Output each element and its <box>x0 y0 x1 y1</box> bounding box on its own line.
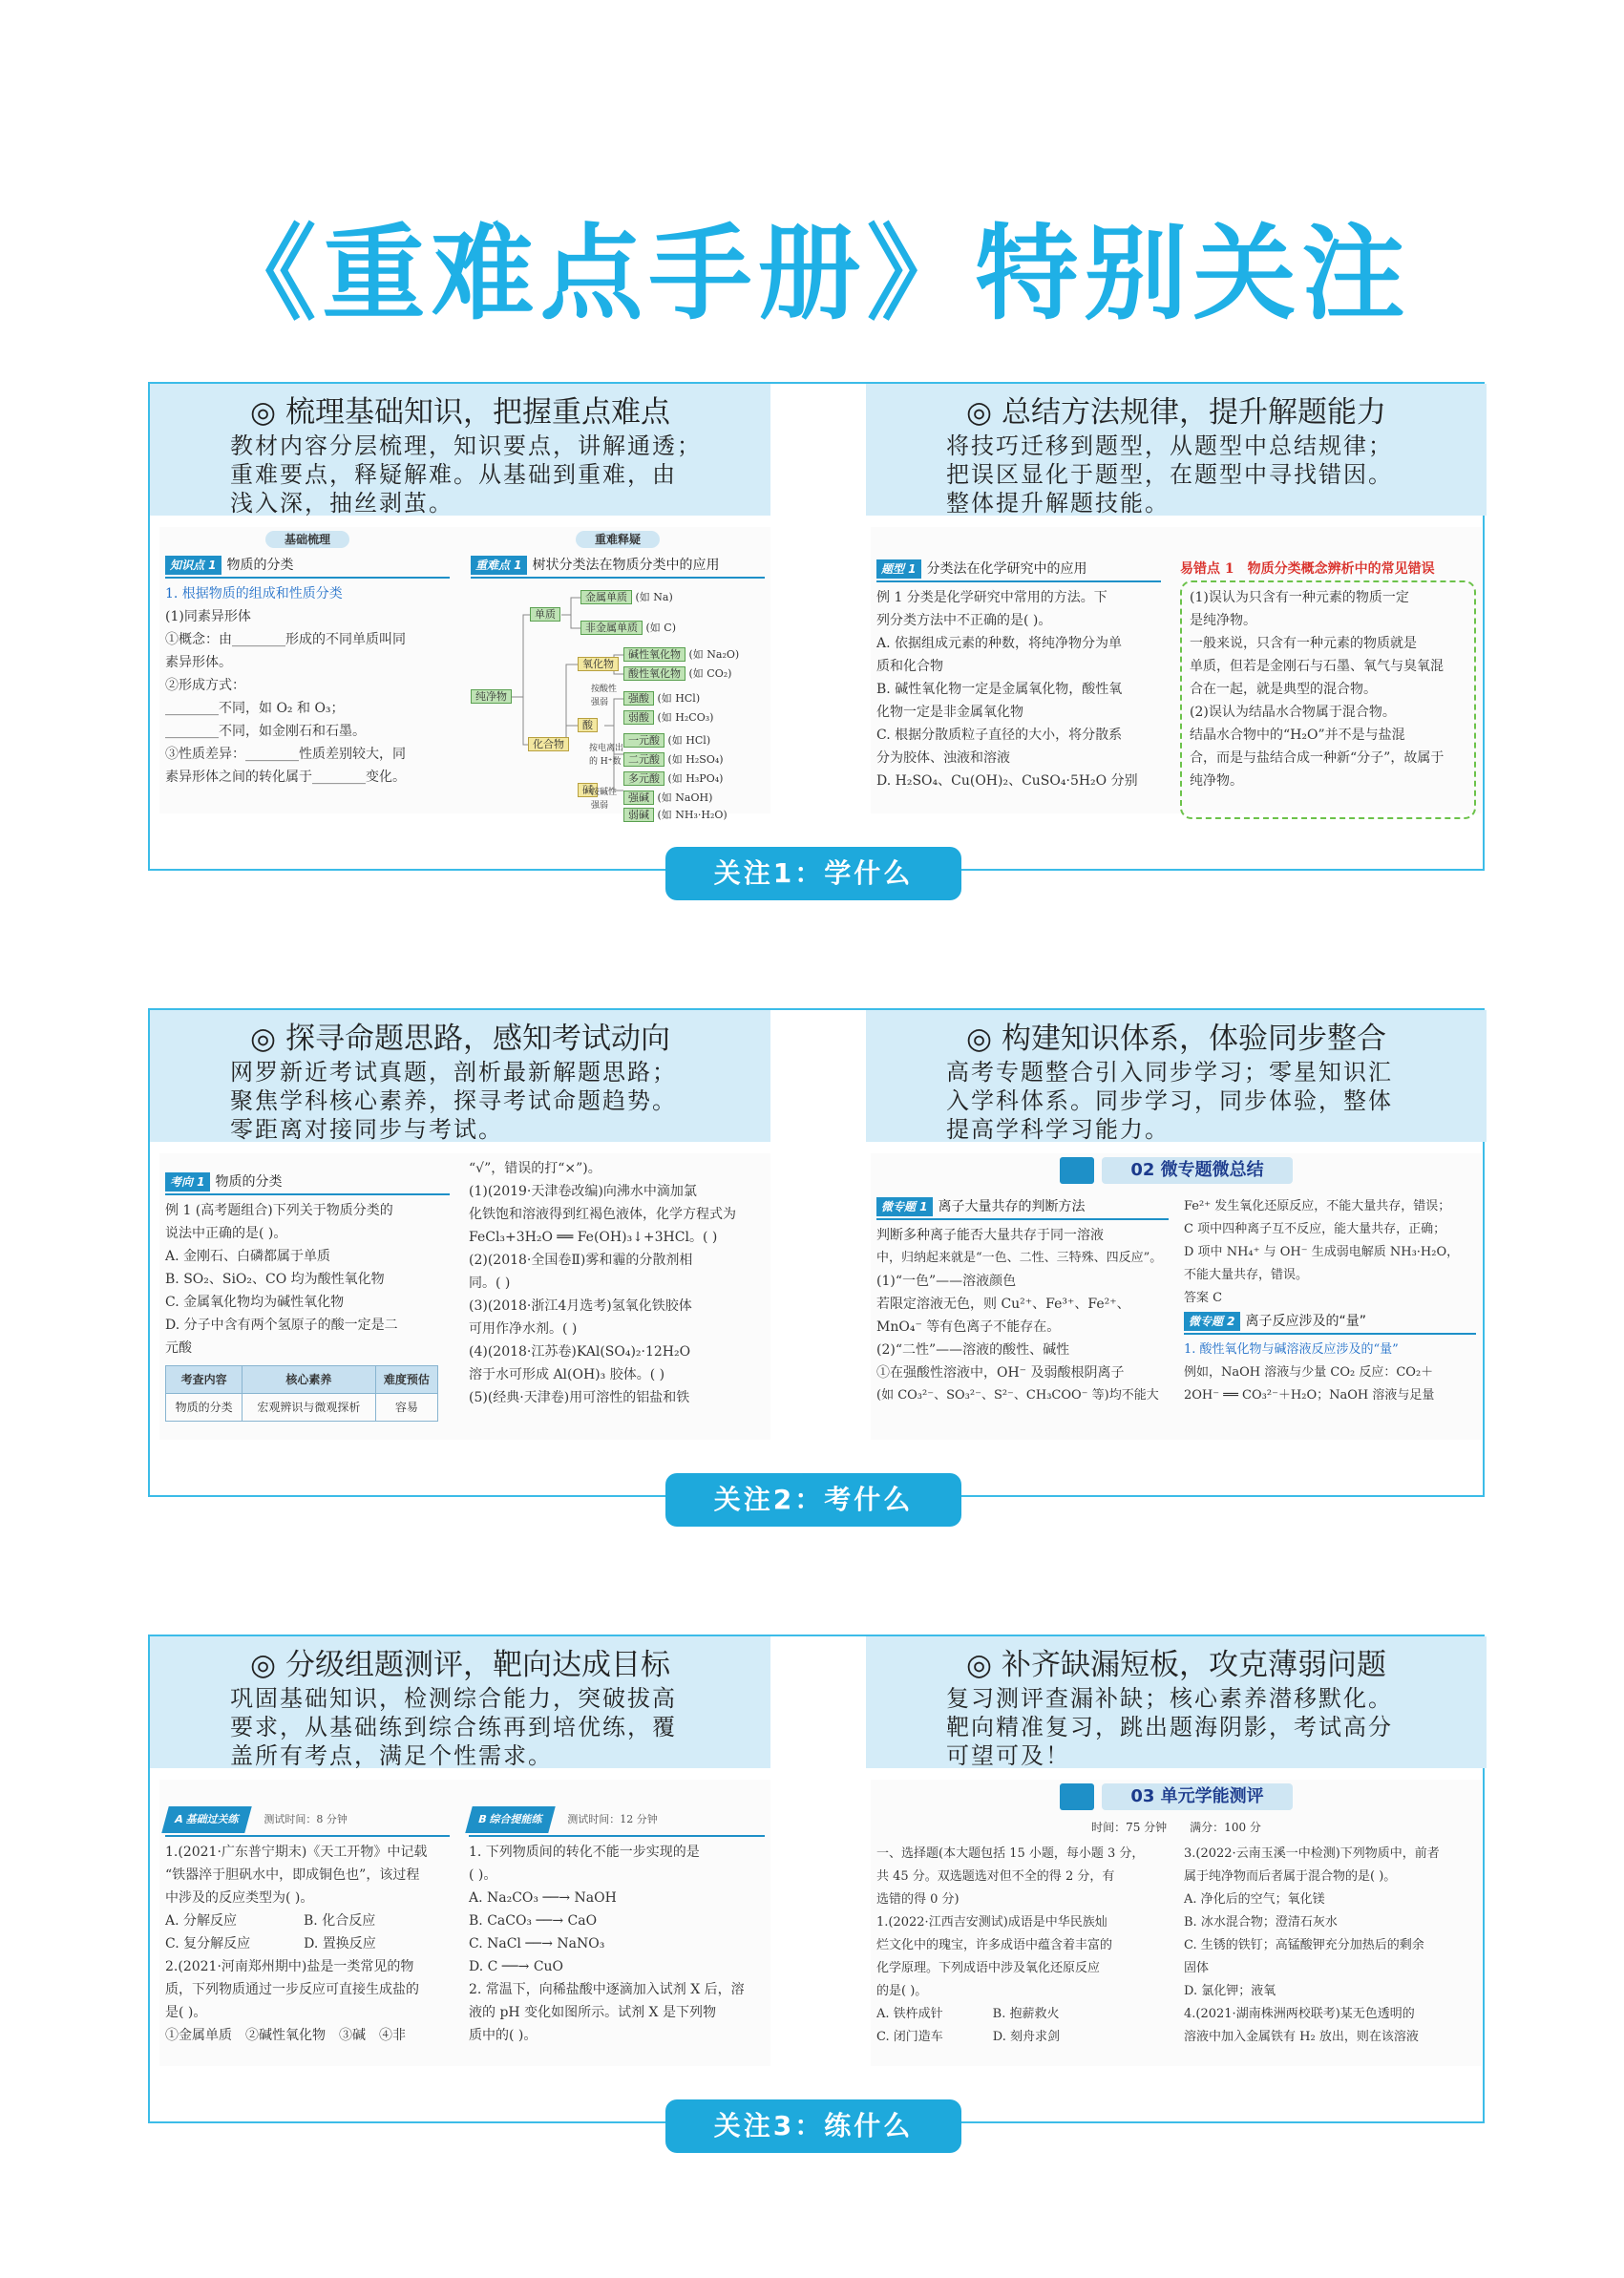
text-line: FeCl₃+3H₂O ══ Fe(OH)₃↓+3HCl。( ) <box>469 1230 718 1245</box>
text-line: ②形成方式： <box>165 678 245 693</box>
sample-column <box>871 1839 1174 2066</box>
text-line: 合在一起，就是典型的混合物。 <box>1190 682 1377 697</box>
text-line: A. Na₂CO₃ ──→ NaOH <box>469 1890 617 1906</box>
text-line: 质，下列物质通过一步反应可直接生成盐的 <box>165 1982 419 1997</box>
point-tag: 考向 1 <box>165 1172 210 1192</box>
text-line: D. H₂SO₄、Cu(OH)₂、CuSO₄·5H₂O 分别 <box>876 773 1138 789</box>
text-line: ________不同，如 O₂ 和 O₃； <box>165 701 345 716</box>
text-line: A. 分解反应 B. 化合反应 <box>165 1913 376 1929</box>
book-icon <box>1060 1157 1094 1184</box>
text-line: 例如，NaOH 溶液与少量 CO₂ 反应：CO₂＋ <box>1184 1365 1434 1380</box>
text-line: A. 净化后的空气；氧化镁 <box>1184 1892 1325 1907</box>
feature-title: ◎ 探寻命题思路，感知考试动向 <box>250 1022 670 1056</box>
tree-node: 强碱 <box>623 791 654 805</box>
level-badge: B 综合提能练 <box>465 1806 556 1833</box>
tree-node: 氧化物 <box>578 657 619 671</box>
error-point-box <box>1180 580 1476 819</box>
tree-node: 金属单质 <box>580 590 632 604</box>
text-line: A. 依据组成元素的种数，将纯净物分为单 <box>876 636 1123 651</box>
sample-column <box>463 1780 770 2066</box>
tree-note: (如 HCl) <box>667 734 711 747</box>
tree-node: 单质 <box>530 607 560 622</box>
text-line: 化铁饱和溶液得到红褐色液体，化学方程式为 <box>469 1207 736 1222</box>
text-line: (5)(经典·天津卷)用可溶性的铝盐和铁 <box>469 1390 690 1405</box>
text-line: 质和化合物 <box>876 659 943 674</box>
table-header: 考查内容 <box>166 1366 243 1394</box>
section-banner: 基础梳理 <box>265 531 349 548</box>
tree-side-label: 按酸性 <box>591 685 618 694</box>
point-tag: 题型 1 <box>876 559 921 579</box>
tree-note: (如 Na) <box>635 591 673 603</box>
text-line: A. 铁杵成针 B. 抱薪救火 <box>876 2007 1060 2021</box>
text-line: D. C ──→ CuO <box>469 1959 564 1974</box>
text-line: (1)误认为只含有一种元素的物质一定 <box>1190 590 1409 605</box>
tree-note: (如 C) <box>645 622 676 634</box>
feature-desc-line: 可望可及！ <box>946 1742 1070 1769</box>
text-line: 的是( )。 <box>876 1984 928 1998</box>
topic-banner <box>966 1153 1386 1188</box>
text-line: 共 45 分。双选题选对但不全的得 2 分，有 <box>876 1869 1115 1884</box>
feature-desc-line: 提高学科学习能力。 <box>946 1116 1170 1143</box>
feature-desc-line: 把误区显化于题型，在题型中寻找错因。 <box>946 461 1393 488</box>
text-line: 例 1 (高考题组合)下列关于物质分类的 <box>165 1203 393 1218</box>
text-line: 元酸 <box>165 1340 192 1356</box>
text-line: B. CaCO₃ ──→ CaO <box>469 1913 598 1929</box>
text-line: 化学原理。下列成语中涉及氧化还原反应 <box>876 1961 1101 1975</box>
text-line: 是纯净物。 <box>1190 613 1256 628</box>
text-line: C. 复分解反应 D. 置换反应 <box>165 1936 376 1951</box>
text-line: MnO₄⁻ 等有色离子不能存在。 <box>876 1319 1061 1335</box>
text-line: 可用作净水剂。( ) <box>469 1321 578 1337</box>
level-badge: A 基础过关练 <box>161 1806 252 1833</box>
text-line: C. 生锈的铁钉；高锰酸钾充分加热后的剩余 <box>1184 1938 1424 1952</box>
text-line: 固体 <box>1184 1961 1210 1975</box>
text-line: 一般来说，只含有一种元素的物质就是 <box>1190 636 1417 651</box>
feature-desc-line: 整体提升解题技能。 <box>946 490 1170 517</box>
text-line: 2OH⁻ ══ CO₃²⁻＋H₂O；NaOH 溶液与足量 <box>1184 1388 1435 1403</box>
text-line: (2)“二性”——溶液的酸性、碱性 <box>876 1342 1070 1358</box>
text-line: 2. 常温下，向稀盐酸中逐滴加入试剂 X 后，溶 <box>469 1982 745 1997</box>
literacy-table <box>165 1365 438 1422</box>
sample-page-unit-test <box>871 1780 1482 2066</box>
text-line: 列分类方法中不正确的是( )。 <box>876 613 1052 628</box>
text-line: 是( )。 <box>165 2005 207 2020</box>
tree-node: 碱性氧化物 <box>623 647 685 662</box>
text-line: ①在强酸性溶液中，OH⁻ 及弱酸根阴离子 <box>876 1365 1125 1381</box>
text-line: 属于纯净物而后者属于混合物的是( )。 <box>1184 1869 1397 1884</box>
sample-column <box>1178 1192 1482 1440</box>
feature-title: ◎ 总结方法规律，提升解题能力 <box>966 395 1386 430</box>
tree-node: 酸性氧化物 <box>623 666 685 681</box>
text-line: (1)“一色”——溶液颜色 <box>876 1274 1017 1289</box>
sample-page-exam <box>159 1153 770 1440</box>
focus-badge: 关注3：练什么 <box>665 2099 961 2153</box>
test-meta: 时间：75 分钟 满分：100 分 <box>1091 1821 1261 1834</box>
text-line: (如 CO₃²⁻、SO₃²⁻、S²⁻、CH₃COO⁻ 等)均不能大 <box>876 1388 1159 1403</box>
sample-column <box>159 1780 455 2066</box>
focus-badge: 关注2：考什么 <box>665 1473 961 1527</box>
feature-desc-line: 高考专题整合引入同步学习；零星知识汇 <box>946 1059 1393 1086</box>
text-line: (2)误认为结晶水合物属于混合物。 <box>1190 705 1396 720</box>
text-line: ( )。 <box>469 1867 497 1883</box>
text-line: C. 根据分散质粒子直径的大小，将分散系 <box>876 728 1123 743</box>
point-title: 物质的分类 <box>215 1174 283 1190</box>
text-line: (3)(2018·浙江4月选考)氢氧化铁胶体 <box>469 1298 692 1314</box>
feature-card <box>150 384 770 516</box>
text-line: C 项中四种离子互不反应，能大量共存，正确； <box>1184 1222 1446 1236</box>
text-line: A. 金刚石、白磷都属于单质 <box>165 1249 331 1264</box>
text-line: D 项中 NH₄⁺ 与 OH⁻ 生成弱电解质 NH₃·H₂O， <box>1184 1245 1460 1259</box>
topic-banner-title: 02 微专题微总结 <box>1102 1157 1292 1184</box>
text-line: 例 1 分类是化学研究中常用的方法。下 <box>876 590 1107 605</box>
answer-label: 答案 C <box>1184 1291 1223 1305</box>
point-title: 离子大量共存的判断方法 <box>938 1199 1086 1214</box>
feature-desc-line: 复习测评查漏补缺；核心素养潜移默化。 <box>946 1685 1393 1712</box>
text-line: “√”，错误的打“×”)。 <box>469 1161 601 1176</box>
text-line: 3.(2022·云南玉溪一中检测)下列物质中，前者 <box>1184 1846 1440 1861</box>
tree-side-label: 强弱 <box>591 698 609 707</box>
sample-page-topics <box>871 1153 1482 1440</box>
text-line: (2)(2018·全国卷Ⅱ)雾和霾的分散剂相 <box>469 1253 693 1268</box>
sample-column <box>1178 1839 1482 2066</box>
text-line: 4.(2021·湖南株洲两校联考)某无色透明的 <box>1184 2007 1415 2021</box>
sample-column <box>1174 527 1482 813</box>
text-line: (1)(2019·天津卷改编)向沸水中滴加氯 <box>469 1184 697 1199</box>
sample-column <box>871 527 1167 813</box>
text-line: 同。( ) <box>469 1276 511 1291</box>
feature-card <box>866 384 1487 516</box>
tree-side-label: 按碱性 <box>591 788 618 797</box>
text-line: “铁器淬于胆矾水中，即成铜色也”，该过程 <box>165 1867 420 1883</box>
tree-node: 多元酸 <box>623 771 664 786</box>
feature-desc-line: 靶向精准复习，跳出题海阴影，考试高分 <box>946 1714 1393 1740</box>
text-line: 1. 下列物质间的转化不能一步实现的是 <box>469 1845 700 1860</box>
text-line: (1)同素异形体 <box>165 609 251 624</box>
tree-node: 二元酸 <box>623 752 664 767</box>
table-cell: 容易 <box>375 1394 437 1422</box>
focus-badge: 关注1：学什么 <box>665 847 961 900</box>
table-cell: 宏观辨识与微观探析 <box>243 1394 375 1422</box>
text-line: D. 氯化钾；液氧 <box>1184 1984 1276 1998</box>
sample-column <box>465 527 770 821</box>
tree-node: 弱碱 <box>623 808 654 822</box>
feature-desc-line: 巩固基础知识，检测综合能力，突破拔高 <box>230 1685 677 1712</box>
sample-page-practice <box>159 1780 770 2066</box>
text-line: C. NaCl ──→ NaNO₃ <box>469 1936 605 1951</box>
point-title: 物质的分类 <box>226 558 294 573</box>
book-icon <box>1060 1783 1094 1810</box>
text-line: D. 分子中含有两个氢原子的酸一定是二 <box>165 1318 398 1333</box>
tree-node: 一元酸 <box>623 733 664 748</box>
feature-desc-line: 教材内容分层梳理，知识要点，讲解通透； <box>230 432 702 459</box>
text-line: B. 碱性氧化物一定是金属氧化物，酸性氧 <box>876 682 1123 697</box>
tree-note: (如 H₂SO₄) <box>667 753 724 766</box>
text-line: 单质，但若是金刚石与石墨、氧气与臭氧混 <box>1190 659 1444 674</box>
tree-note: (如 NaOH) <box>657 791 713 804</box>
text-line: 纯净物。 <box>1190 773 1243 789</box>
text-line: 2.(2021·河南郑州期中)盐是一类常见的物 <box>165 1959 414 1974</box>
tree-side-label: 按电离出 <box>589 744 624 753</box>
section-practice <box>148 1635 1485 2141</box>
tree-node: 碱 <box>578 783 598 797</box>
text-line: 判断多种离子能否大量共存于同一溶液 <box>876 1228 1104 1243</box>
feature-desc-line: 网罗新近考试真题，剖析最新解题思路； <box>230 1059 677 1086</box>
text-line: 1. 酸性氧化物与碱溶液反应涉及的“量” <box>1184 1342 1399 1357</box>
text-line: 溶于水可形成 Al(OH)₃ 胶体。( ) <box>469 1367 665 1382</box>
sample-column <box>159 527 455 813</box>
feature-card <box>866 1010 1487 1142</box>
feature-desc-line: 将技巧迁移到题型，从题型中总结规律； <box>946 432 1393 459</box>
text-line: 说法中正确的是( )。 <box>165 1226 287 1241</box>
text-line: 质中的( )。 <box>469 2028 538 2043</box>
point-tag: 微专题 2 <box>1184 1312 1240 1331</box>
tree-note: (如 HCl) <box>657 692 701 705</box>
table-header: 难度预估 <box>375 1366 437 1394</box>
test-time: 测试时间：8 分钟 <box>264 1813 348 1825</box>
tree-note: (如 NH₃·H₂O) <box>657 809 728 821</box>
tree-side-label: 强弱 <box>591 801 609 811</box>
text-line: 选错的得 0 分) <box>876 1892 960 1907</box>
text-line: C. 金属氧化物均为碱性氧化物 <box>165 1295 345 1310</box>
section-exam <box>148 1008 1485 1515</box>
tree-node: 纯净物 <box>471 689 512 704</box>
text-line: 一、选择题(本大题包括 15 小题，每小题 3 分， <box>876 1846 1145 1861</box>
feature-card <box>150 1010 770 1142</box>
text-line: ________不同，如金刚石和石墨。 <box>165 724 366 739</box>
text-line: 1.(2022·江西吉安测试)成语是中华民族灿 <box>876 1915 1107 1930</box>
point-tag: 知识点 1 <box>165 556 221 575</box>
error-point-title: 易错点 1 物质分类概念辨析中的常见错误 <box>1180 561 1435 577</box>
text-line: 化物一定是非金属氧化物 <box>876 705 1023 720</box>
sample-column <box>159 1153 455 1440</box>
text-line: 结晶水合物中的“H₂O”并不是与盐混 <box>1190 728 1405 743</box>
feature-desc-line: 浅入深，抽丝剥茧。 <box>230 490 453 517</box>
text-line: Fe²⁺ 发生氧化还原反应，不能大量共存，错误； <box>1184 1199 1451 1213</box>
text-line: 1.(2021·广东普宁期末)《天工开物》中记载 <box>165 1845 428 1860</box>
text-line: 合，而是与盐结合成一种新“分子”，故属于 <box>1190 750 1445 766</box>
tree-node: 弱酸 <box>623 710 654 725</box>
text-line: 分为胶体、浊液和溶液 <box>876 750 1010 766</box>
feature-desc-line: 盖所有考点，满足个性需求。 <box>230 1742 553 1769</box>
point-tag: 重难点 1 <box>471 556 527 575</box>
text-line: 溶液中加入金属铁有 H₂ 放出，则在该溶液 <box>1184 2030 1419 2044</box>
text-line: B. 冰水混合物；澄清石灰水 <box>1184 1915 1338 1930</box>
tree-note: (如 CO₂) <box>688 667 732 680</box>
text-line: 1. 根据物质的组成和性质分类 <box>165 586 343 601</box>
text-line: C. 闭门造车 D. 刻舟求剑 <box>876 2030 1060 2044</box>
text-line: 素异形体之间的转化属于________变化。 <box>165 770 406 785</box>
feature-title: ◎ 补齐缺漏短板，攻克薄弱问题 <box>966 1648 1386 1682</box>
text-line: (4)(2018·江苏卷)KAl(SO₄)₂·12H₂O <box>469 1344 691 1360</box>
feature-title: ◎ 分级组题测评，靶向达成目标 <box>250 1648 670 1682</box>
point-title: 离子反应涉及的“量” <box>1245 1314 1367 1329</box>
text-line: ①金属单质 ②碱性氧化物 ③碱 ④非 <box>165 2028 406 2043</box>
text-line: 若限定溶液无色，则 Cu²⁺、Fe³⁺、Fe²⁺、 <box>876 1297 1130 1312</box>
feature-card <box>150 1636 770 1768</box>
feature-desc-line: 入学科体系。同步学习，同步体验，整体 <box>946 1087 1393 1114</box>
tree-node: 化合物 <box>528 737 569 751</box>
tree-node: 酸 <box>578 718 598 732</box>
point-title: 树状分类法在物质分类中的应用 <box>532 558 720 573</box>
sample-page-basics <box>159 527 770 821</box>
text-line: B. SO₂、SiO₂、CO 均为酸性氧化物 <box>165 1272 385 1287</box>
feature-title: ◎ 梳理基础知识，把握重点难点 <box>250 395 670 430</box>
text-line: ①概念：由________形成的不同单质叫同 <box>165 632 406 647</box>
sample-column <box>463 1153 770 1440</box>
table-cell: 物质的分类 <box>166 1394 243 1422</box>
feature-title: ◎ 构建知识体系，体验同步整合 <box>966 1022 1386 1056</box>
tree-note: (如 Na₂O) <box>688 648 740 661</box>
text-line: 中涉及的反应类型为( )。 <box>165 1890 314 1906</box>
feature-card <box>866 1636 1487 1768</box>
test-time: 测试时间：12 分钟 <box>567 1813 658 1825</box>
tree-side-label: 的 H⁺数 <box>589 757 622 767</box>
tree-note: (如 H₂CO₃) <box>657 711 714 724</box>
unit-banner-title: 03 单元学能测评 <box>1102 1783 1292 1810</box>
text-line: 中，归纳起来就是“一色、二性、三特殊、四反应”。 <box>876 1251 1163 1265</box>
unit-banner <box>966 1780 1386 1814</box>
feature-desc-line: 聚焦学科核心素养，探寻考试命题趋势。 <box>230 1087 677 1114</box>
feature-desc-line: 重难要点，释疑解难。从基础到重难，由 <box>230 461 677 488</box>
table-header: 核心素养 <box>243 1366 375 1394</box>
text-line: 素异形体。 <box>165 655 232 670</box>
classification-tree <box>471 582 765 821</box>
sample-column <box>871 1192 1174 1440</box>
text-line: 烂文化中的瑰宝，许多成语中蕴含着丰富的 <box>876 1938 1113 1952</box>
feature-desc-line: 要求，从基础练到综合练再到培优练，覆 <box>230 1714 677 1740</box>
point-tag: 微专题 1 <box>876 1197 933 1216</box>
section-banner: 重难释疑 <box>576 531 660 548</box>
sample-page-methods <box>871 527 1482 813</box>
text-line: ③性质差异：________性质差别较大，同 <box>165 747 406 762</box>
feature-desc-line: 零距离对接同步与考试。 <box>230 1116 503 1143</box>
tree-node: 强酸 <box>623 691 654 706</box>
page-title: 《重难点手册》特别关注 <box>213 215 1411 334</box>
tree-note: (如 H₃PO₄) <box>667 772 724 785</box>
point-title: 分类法在化学研究中的应用 <box>926 561 1087 577</box>
tree-node: 非金属单质 <box>580 621 643 635</box>
text-line: 不能大量共存，错误。 <box>1184 1268 1309 1282</box>
section-learn <box>148 382 1485 889</box>
text-line: 液的 pH 变化如图所示。试剂 X 是下列物 <box>469 2005 716 2020</box>
